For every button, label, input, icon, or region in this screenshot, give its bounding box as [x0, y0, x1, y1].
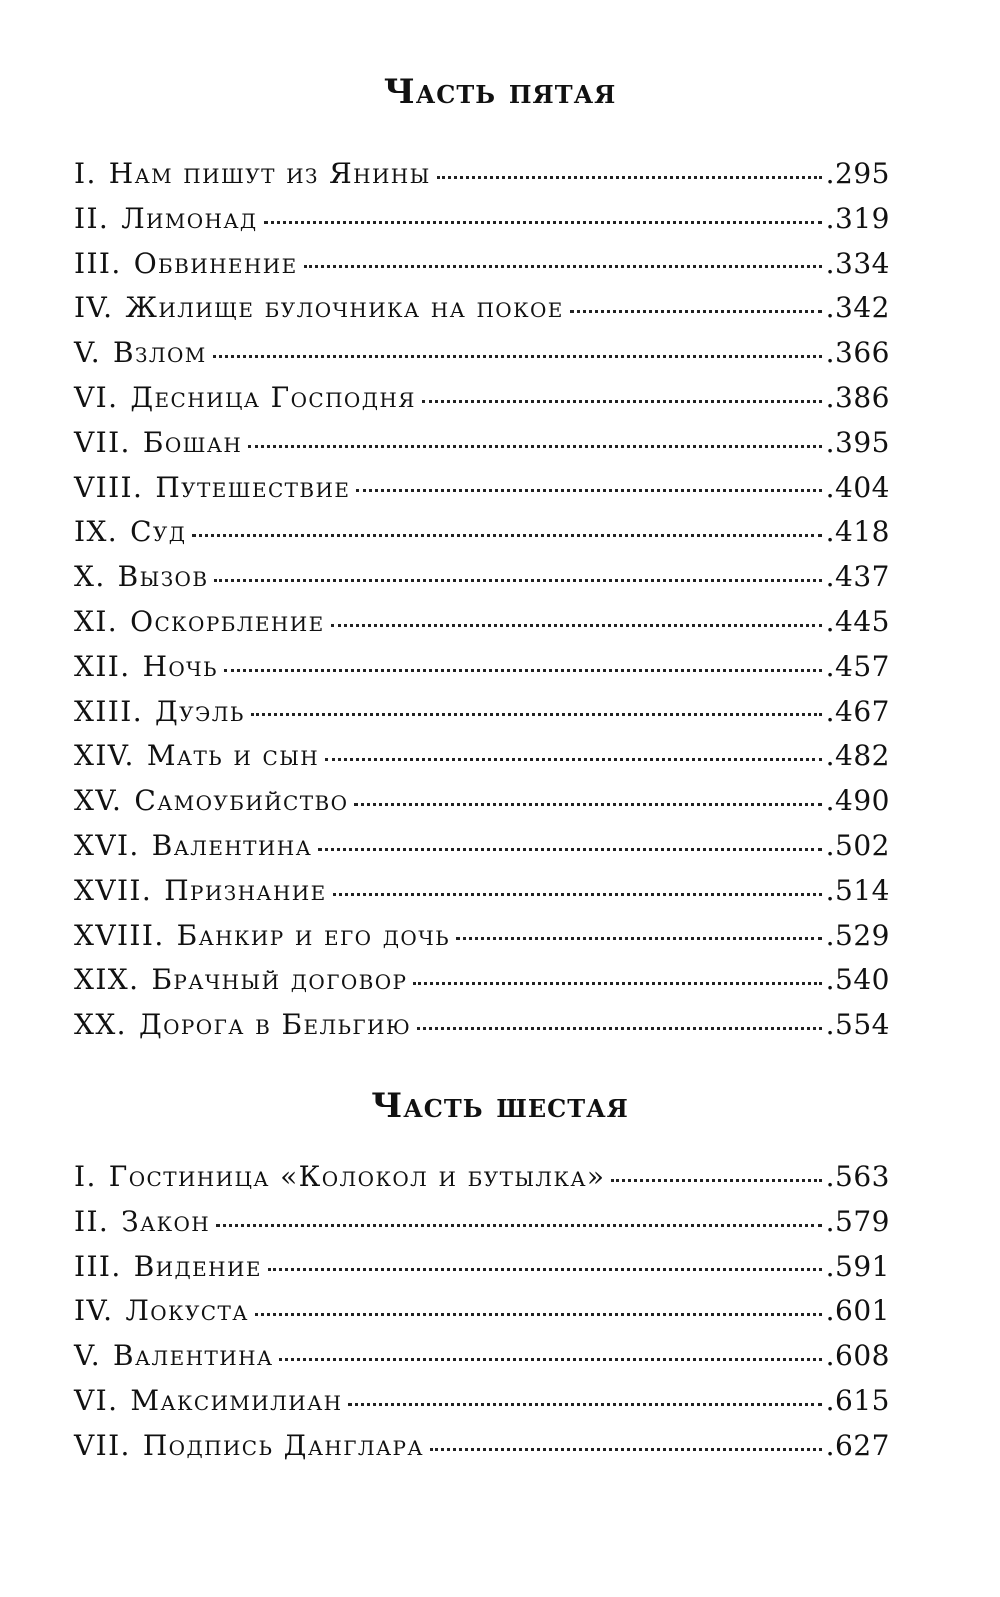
- chapter-number: VI.: [74, 1383, 119, 1417]
- chapter-title: Брачный договор: [151, 963, 408, 997]
- toc-entry: [74, 1155, 890, 1200]
- chapter-number: VII.: [74, 425, 131, 459]
- chapter-title: Нам пишут из Янины: [108, 157, 431, 190]
- dot-leader: [348, 1403, 821, 1406]
- chapter-number: XX.: [74, 1008, 127, 1042]
- toc-entry: [74, 331, 890, 376]
- page-number: .457: [825, 649, 890, 683]
- chapter-title: Максимилиан: [130, 1383, 343, 1417]
- chapter-number: X.: [74, 560, 106, 594]
- dot-leader: [248, 445, 821, 448]
- dot-leader: [570, 310, 822, 313]
- page-number: .615: [825, 1383, 890, 1417]
- toc-entry: [74, 1424, 890, 1469]
- toc-entry: [74, 1245, 890, 1290]
- page-number: .295: [825, 157, 890, 190]
- page-number: .445: [825, 604, 890, 638]
- toc-entry: [74, 779, 890, 824]
- dot-leader: [333, 893, 822, 896]
- chapter-number: XIV.: [74, 739, 135, 773]
- chapter-title: Вызов: [117, 560, 209, 594]
- toc-entry: [74, 1379, 890, 1424]
- chapter-title: Ночь: [142, 649, 218, 683]
- chapter-heading: [74, 242, 298, 287]
- dot-leader: [251, 713, 822, 716]
- chapter-heading: [74, 600, 325, 645]
- chapter-number: III.: [74, 1249, 122, 1283]
- chapter-title: Обвинение: [133, 246, 298, 280]
- toc-entry: [74, 914, 890, 959]
- chapter-number: XII.: [74, 649, 131, 683]
- chapter-number: XVI.: [74, 828, 140, 862]
- dot-leader: [611, 1179, 821, 1182]
- chapter-title: Банкир и его дочь: [176, 918, 450, 952]
- chapter-number: XVIII.: [74, 918, 165, 952]
- page-number: .437: [825, 560, 890, 594]
- chapter-heading: [74, 197, 258, 242]
- chapter-title: Десница Господня: [130, 380, 416, 414]
- chapter-number: IV.: [74, 291, 114, 325]
- part-title-6: Часть шестая: [371, 1086, 629, 1126]
- chapter-number: II.: [74, 201, 110, 235]
- chapter-number: VII.: [74, 1428, 131, 1462]
- dot-leader: [422, 400, 822, 403]
- toc-entry: [74, 824, 890, 869]
- chapter-heading: [74, 824, 312, 869]
- chapter-heading: [74, 152, 431, 197]
- chapter-number: I.: [74, 1160, 97, 1193]
- page-number: .482: [825, 739, 890, 773]
- chapter-title: Взлом: [113, 336, 207, 370]
- chapter-title: Мать и сын: [146, 739, 320, 773]
- chapter-number: I.: [74, 157, 97, 190]
- chapter-number: XV.: [74, 784, 123, 818]
- chapter-title: Суд: [130, 515, 187, 549]
- dot-leader: [213, 355, 822, 358]
- page-number: .334: [825, 246, 890, 280]
- chapter-number: V.: [74, 336, 102, 370]
- toc-entry: [74, 286, 890, 331]
- toc-entry: [74, 690, 890, 735]
- chapter-number: IX.: [74, 515, 119, 549]
- page-number: .591: [825, 1249, 890, 1283]
- chapter-heading: [74, 510, 186, 555]
- chapter-title: Подпись Данглара: [142, 1428, 424, 1462]
- page-number: .540: [825, 963, 890, 997]
- dot-leader: [430, 1448, 822, 1451]
- toc-entry: [74, 152, 890, 197]
- toc-list-part-6: [74, 1155, 890, 1469]
- chapter-heading: [74, 331, 207, 376]
- page-number: .418: [825, 515, 890, 549]
- toc-entry: [74, 466, 890, 511]
- chapter-number: XI.: [74, 604, 119, 638]
- chapter-number: II.: [74, 1204, 110, 1238]
- dot-leader: [216, 1224, 822, 1227]
- dot-leader: [192, 534, 821, 537]
- chapter-number: V.: [74, 1339, 102, 1373]
- toc-entry: [74, 197, 890, 242]
- chapter-title: Бошан: [142, 425, 243, 459]
- page-number: .579: [825, 1204, 890, 1238]
- chapter-heading: [74, 958, 407, 1003]
- dot-leader: [279, 1358, 821, 1361]
- dot-leader: [214, 579, 821, 582]
- page-number: .627: [825, 1428, 890, 1462]
- dot-leader: [304, 265, 822, 268]
- toc-entry: [74, 958, 890, 1003]
- page-number: .395: [825, 425, 890, 459]
- page-number: .490: [825, 784, 890, 818]
- chapter-heading: [74, 690, 245, 735]
- chapter-number: XIX.: [74, 963, 140, 997]
- chapter-title: Дуэль: [155, 694, 245, 728]
- chapter-heading: [74, 421, 242, 466]
- chapter-number: III.: [74, 246, 122, 280]
- chapter-title: Закон: [121, 1204, 211, 1238]
- chapter-heading: [74, 869, 327, 914]
- chapter-heading: [74, 645, 218, 690]
- dot-leader: [318, 848, 822, 851]
- chapter-number: XIII.: [74, 694, 144, 728]
- page-number: .386: [825, 380, 890, 414]
- chapter-heading: [74, 1245, 262, 1290]
- chapter-title: Гостиница «Колокол и бутылка»: [108, 1160, 606, 1193]
- chapter-heading: [74, 1200, 210, 1245]
- chapter-heading: [74, 1334, 273, 1379]
- toc-entry: [74, 734, 890, 779]
- dot-leader: [268, 1268, 822, 1271]
- chapter-heading: [74, 1379, 342, 1424]
- chapter-heading: [74, 286, 564, 331]
- chapter-title: Лимонад: [121, 201, 258, 235]
- toc-entry: [74, 555, 890, 600]
- dot-leader: [437, 176, 822, 179]
- dot-leader: [224, 669, 822, 672]
- toc-entry: [74, 645, 890, 690]
- chapter-title: Признание: [164, 873, 327, 907]
- dot-leader: [354, 803, 821, 806]
- chapter-heading: [74, 914, 450, 959]
- toc-list-part-5: [74, 152, 890, 1048]
- chapter-title: Самоубийство: [134, 784, 349, 818]
- page-number: .554: [825, 1008, 890, 1042]
- page-number: .342: [825, 291, 890, 325]
- toc-entry: [74, 600, 890, 645]
- part-title-5: Часть пятая: [383, 72, 617, 112]
- chapter-heading: [74, 1155, 605, 1200]
- toc-entry: [74, 242, 890, 287]
- toc-entry: [74, 376, 890, 421]
- chapter-title: Путешествие: [155, 470, 351, 504]
- chapter-heading: [74, 376, 416, 421]
- chapter-title: Жилище булочника на покое: [125, 291, 564, 325]
- page-number: .366: [825, 336, 890, 370]
- chapter-title: Видение: [133, 1249, 262, 1283]
- dot-leader: [255, 1313, 822, 1316]
- page-number: .529: [825, 918, 890, 952]
- dot-leader: [331, 624, 822, 627]
- chapter-number: VI.: [74, 380, 119, 414]
- chapter-heading: [74, 1424, 424, 1469]
- dot-leader: [456, 937, 822, 940]
- dot-leader: [264, 221, 822, 224]
- toc-entry: [74, 421, 890, 466]
- chapter-number: VIII.: [74, 470, 144, 504]
- page-number: .563: [825, 1160, 890, 1193]
- toc-entry: [74, 1289, 890, 1334]
- chapter-title: Валентина: [113, 1339, 274, 1373]
- chapter-heading: [74, 555, 208, 600]
- dot-leader: [417, 1027, 821, 1030]
- chapter-heading: [74, 734, 319, 779]
- page-number: .608: [825, 1339, 890, 1373]
- chapter-number: IV.: [74, 1294, 114, 1328]
- page-number: .502: [825, 828, 890, 862]
- dot-leader: [325, 758, 822, 761]
- toc-entry: [74, 1334, 890, 1379]
- toc-entry: [74, 1200, 890, 1245]
- chapter-title: Валентина: [151, 828, 313, 862]
- page-number: .601: [825, 1294, 890, 1328]
- chapter-heading: [74, 1289, 249, 1334]
- dot-leader: [356, 489, 821, 492]
- chapter-heading: [74, 466, 350, 511]
- page-number: .319: [825, 201, 890, 235]
- toc-entry: [74, 869, 890, 914]
- toc-entry: [74, 1003, 890, 1048]
- chapter-title: Дорога в Бельгию: [138, 1008, 412, 1042]
- chapter-heading: [74, 1003, 411, 1048]
- dot-leader: [413, 982, 821, 985]
- chapter-title: Оскорбление: [130, 604, 325, 638]
- page-number: .467: [825, 694, 890, 728]
- chapter-heading: [74, 779, 348, 824]
- page-number: .404: [825, 470, 890, 504]
- chapter-title: Локуста: [125, 1294, 249, 1328]
- toc-entry: [74, 510, 890, 555]
- chapter-number: XVII.: [74, 873, 153, 907]
- page-number: .514: [825, 873, 890, 907]
